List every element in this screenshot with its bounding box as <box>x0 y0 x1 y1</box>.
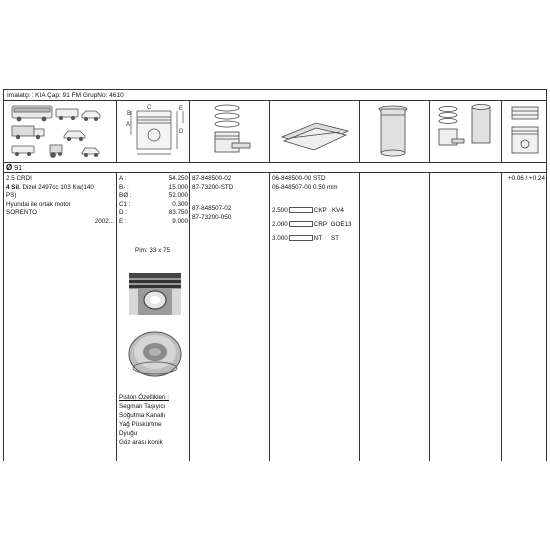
dimension-diagram-cell <box>117 101 190 163</box>
diameter-symbol: Ø <box>6 163 13 172</box>
dimension-row <box>119 218 188 227</box>
piston-codes-column <box>190 173 270 461</box>
ring-row <box>272 207 344 216</box>
pin-size: Pim: 33 x 75 <box>135 247 170 254</box>
dimension-row <box>119 184 188 193</box>
piston-cross-section-icon <box>502 101 548 163</box>
dimension-value: 9.000 <box>172 217 188 225</box>
piston-ring-set-cell <box>190 101 270 163</box>
engine-spec-text: Dizel 2497cc 103 Kw(140 <box>22 183 94 191</box>
diagram-label-a: A <box>126 122 131 128</box>
cross-section-cell <box>502 101 548 163</box>
ring-type: CKP <box>313 207 327 214</box>
ring-row <box>272 221 352 230</box>
piston-liner-kit-icon <box>430 101 502 163</box>
bore-value: 91 <box>14 165 22 172</box>
catalog-sheet <box>0 86 550 461</box>
dimension-value: 0.300 <box>172 200 188 208</box>
vehicle-model: SORENTO <box>6 209 38 216</box>
cylinder-liner-icon <box>360 101 430 163</box>
icon-row <box>3 101 547 163</box>
piston-code[interactable]: 87-73200-050 <box>192 213 232 221</box>
piston-rings-icon <box>270 101 360 163</box>
diagram-label-b: B <box>127 111 132 117</box>
ring-material: ST <box>330 235 339 242</box>
diagram-label-e: E <box>179 106 184 112</box>
dimension-label: B- : <box>119 183 129 191</box>
ring-profile-icon <box>289 207 313 213</box>
dimension-value: 15.000 <box>168 183 188 191</box>
dimension-value: 54.250 <box>168 175 188 182</box>
piston-side-photo <box>125 267 185 317</box>
engine-spec-cont: PS) <box>6 192 17 199</box>
dimension-value: 52.000 <box>168 192 188 199</box>
bore-row <box>3 163 547 173</box>
diagram-label-c: C <box>147 105 152 111</box>
dimension-label: D : <box>119 209 128 216</box>
vehicle-column <box>4 173 117 461</box>
vehicle-year: 2002... <box>94 217 114 225</box>
ring-profile-icon <box>289 221 313 227</box>
dimension-label: E : <box>119 217 127 225</box>
vehicle-types-icon <box>4 101 117 163</box>
ring-thickness: 2.500 <box>272 207 288 214</box>
ring-codes-column <box>270 173 360 461</box>
dimension-row <box>119 192 188 201</box>
ring-material: KV4 <box>331 207 344 214</box>
feature-item: Dyuğu <box>119 430 138 437</box>
dimension-value: 83.750 <box>168 209 188 216</box>
dimension-row <box>119 201 188 210</box>
kit-column <box>430 173 502 461</box>
piston-code[interactable]: 87-848500-02 <box>192 175 232 182</box>
vehicle-types-cell <box>4 101 117 163</box>
dimension-row <box>119 209 188 218</box>
dimension-row <box>119 175 188 184</box>
engine-label: 2.5 CRDI <box>6 175 32 182</box>
piston-crown-photo <box>125 328 185 380</box>
features-title: Piston Özellikleri : <box>119 394 170 401</box>
dimensions-column <box>117 173 190 461</box>
piston-code[interactable]: 87-73200-STD <box>192 183 234 191</box>
feature-item: Soğutma Kanallı <box>119 412 166 419</box>
shared-engine-note: Hyundai ile ortak motor <box>6 200 71 208</box>
dimension-label: C1 : <box>119 200 131 208</box>
ring-set-cell <box>270 101 360 163</box>
oversize-column <box>502 173 546 461</box>
ring-profile-icon <box>289 235 313 241</box>
ring-thickness: 2.000 <box>272 221 288 228</box>
ring-code[interactable]: 06-848500-00 STD <box>272 175 326 182</box>
liner-column <box>360 173 430 461</box>
feature-item: Yağ Püskürtme <box>119 421 162 428</box>
ring-material: GOE13 <box>330 221 352 228</box>
dimension-label: BØ : <box>119 192 132 199</box>
feature-item: Göz arası konik <box>119 439 163 446</box>
ring-type: NT <box>313 235 323 242</box>
piston-with-rings-icon <box>190 101 270 163</box>
feature-item: Segman Taşıyıcı <box>119 403 166 410</box>
cylinder-liner-cell <box>360 101 430 163</box>
cylinder-count: 4 Sil. <box>6 183 21 191</box>
diagram-label-d: D <box>179 129 184 135</box>
oversize-range: +0.06 / +0.24 <box>507 175 545 182</box>
ring-code[interactable]: 06-848507-00 0.50 mm <box>272 183 338 191</box>
engine-spec <box>6 184 94 193</box>
dimension-label: A : <box>119 175 127 182</box>
data-grid <box>3 173 547 461</box>
ring-type: CRP <box>313 221 328 228</box>
piston-code[interactable]: 87-848507-02 <box>192 205 232 212</box>
ring-row <box>272 235 339 244</box>
piston-dimension-diagram-icon <box>117 101 190 163</box>
ring-thickness: 3.000 <box>272 235 288 242</box>
manufacturer-header: İmalatçı : KIA Çap: 91 FM GrupNo: 4610 <box>3 89 547 101</box>
kit-cell <box>430 101 502 163</box>
